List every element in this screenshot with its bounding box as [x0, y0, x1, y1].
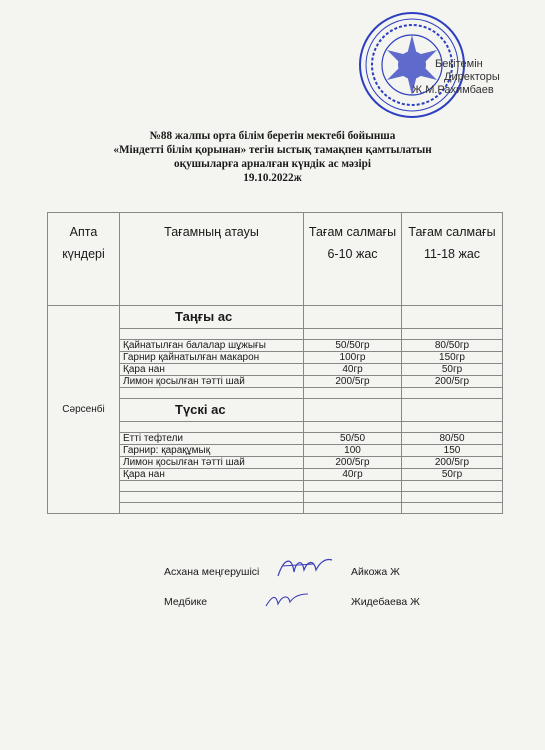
table-header-row — [48, 213, 503, 306]
approval-title: Бекітемін — [435, 58, 483, 70]
table-row: Гарнир қайнатылған макарон 100гр 150гр — [48, 352, 503, 364]
approval-name: Ж.М.Рахимбаев — [412, 84, 494, 96]
header-line-2: «Міндетті білім қорынан» тегін ыстық тамақпен қамтылатын — [113, 144, 432, 156]
table-row: Гарнир: қарақұмық 100 150 — [48, 445, 503, 457]
header-line-3: оқушыларға арналған күндік ас мәзірі — [174, 158, 371, 170]
cook-role: Асхана меңгерушісі — [164, 566, 260, 578]
header-date: 19.10.2022ж — [243, 172, 302, 184]
table-row: Лимон қосылған тәтті шай 200/5гр 200/5гр — [48, 457, 503, 469]
document-header — [0, 129, 545, 185]
cook-signature — [274, 552, 336, 582]
table-row: Қайнатылған балалар шұжығы 50/50гр 80/50гр — [48, 340, 503, 352]
menu-table — [47, 212, 503, 514]
nurse-signature — [262, 588, 312, 612]
approval-position: Директоры — [444, 71, 500, 83]
table-row: Қара нан 40гр 50гр — [48, 364, 503, 376]
approval-block — [412, 58, 500, 97]
breakfast-title: Таңғы ас — [120, 306, 304, 329]
table-row: Етті тефтели 50/50 80/50 — [48, 433, 503, 445]
table-row: Қара нан 40гр 50гр — [48, 469, 503, 481]
lunch-title: Түскі ас — [120, 399, 304, 422]
cook-name: Айкожа Ж — [351, 566, 400, 578]
col-header-weight-old: Тағам салмағы 11-18 жас — [402, 213, 503, 306]
day-cell: Сәрсенбі — [48, 306, 120, 514]
col-header-dish: Тағамның атауы — [120, 213, 304, 306]
col-header-weight-young: Тағам салмағы 6-10 жас — [304, 213, 402, 306]
header-line-1: №88 жалпы орта білім беретін мектебі бойынша — [149, 130, 396, 142]
col-header-day: Апта күндері — [48, 213, 120, 306]
nurse-name: Жидебаева Ж — [351, 596, 420, 608]
table-row: Лимон қосылған тәтті шай 200/5гр 200/5гр — [48, 376, 503, 388]
nurse-role: Медбике — [164, 596, 208, 608]
